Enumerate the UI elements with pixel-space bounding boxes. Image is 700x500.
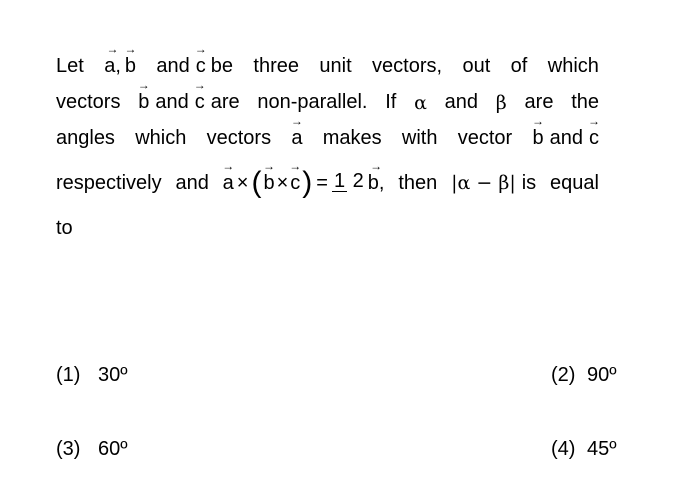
right-paren: ) — [302, 166, 313, 199]
word: vectors — [206, 127, 272, 149]
option-3[interactable] — [56, 438, 128, 461]
option-number: (3) — [56, 438, 81, 460]
word: and — [444, 91, 479, 113]
word: which — [547, 55, 599, 77]
left-paren: ( — [251, 166, 262, 199]
word: are — [210, 91, 240, 113]
option-4[interactable] — [551, 438, 617, 461]
option-value: 45º — [587, 438, 617, 460]
vector-c: → c — [290, 172, 300, 195]
beta-symbol: β — [495, 92, 507, 114]
word: respectively — [56, 171, 162, 194]
word: non-parallel. — [257, 91, 368, 113]
vector-b: → b — [532, 127, 543, 150]
word: with — [401, 127, 438, 149]
word: are — [524, 91, 554, 113]
abs-alpha-minus-beta: |α − β| — [451, 171, 516, 194]
word: which — [135, 127, 187, 149]
option-number: (2) — [551, 364, 576, 386]
denominator: 2 — [352, 169, 364, 192]
vector-inline — [532, 127, 599, 150]
word: three — [253, 55, 300, 77]
equation — [223, 168, 385, 198]
vector-inline — [138, 91, 239, 114]
word: Let — [56, 55, 84, 77]
word: vectors — [56, 91, 121, 113]
option-1[interactable] — [56, 364, 128, 387]
word: be — [210, 55, 234, 77]
abs-difference — [451, 172, 536, 195]
word: vector — [457, 127, 513, 149]
word: of — [510, 55, 528, 77]
vector-a: → a — [291, 127, 302, 150]
vector-c: → c — [196, 55, 206, 78]
question-line-5 — [56, 210, 599, 240]
word: and — [175, 171, 209, 194]
option-number: (1) — [56, 364, 81, 386]
question-line-1 — [56, 48, 599, 78]
word: out — [462, 55, 491, 77]
equals-symbol: = — [316, 171, 328, 194]
word: to — [56, 217, 73, 239]
word: makes — [322, 127, 382, 149]
alpha-symbol: α — [414, 92, 427, 114]
question-line-2 — [56, 84, 599, 114]
vector-a: → a, — [104, 55, 121, 78]
question-line-4 — [56, 160, 599, 206]
question-line-3 — [56, 120, 599, 150]
vector-b: → b, — [368, 172, 385, 195]
vector-b: → b — [138, 91, 149, 114]
word: equal — [550, 171, 599, 194]
word: angles — [56, 127, 115, 149]
option-value: 60º — [98, 438, 128, 460]
word: and — [155, 91, 189, 113]
word: and — [156, 55, 190, 77]
word: the — [571, 91, 599, 113]
vector-c: → c — [195, 91, 205, 114]
vector-b: → b — [263, 172, 274, 195]
vector-a: → a — [223, 172, 234, 195]
option-number: (4) — [551, 438, 576, 460]
option-2[interactable] — [551, 364, 617, 387]
fraction-one-half — [332, 171, 364, 192]
word: If — [385, 91, 397, 113]
times-symbol: × — [236, 171, 249, 194]
times-symbol: × — [276, 171, 289, 194]
word: is — [521, 171, 537, 194]
numerator: 1 — [333, 169, 346, 192]
word: and — [549, 127, 583, 149]
vector-inline — [104, 55, 136, 78]
word: unit — [319, 55, 352, 77]
vector-c: → c — [589, 127, 599, 150]
vector-and-c — [156, 55, 233, 78]
option-value: 90º — [587, 364, 617, 386]
word: vectors, — [372, 55, 443, 77]
word: then — [398, 171, 438, 194]
vector-b: → b — [125, 55, 136, 78]
option-value: 30º — [98, 364, 128, 386]
